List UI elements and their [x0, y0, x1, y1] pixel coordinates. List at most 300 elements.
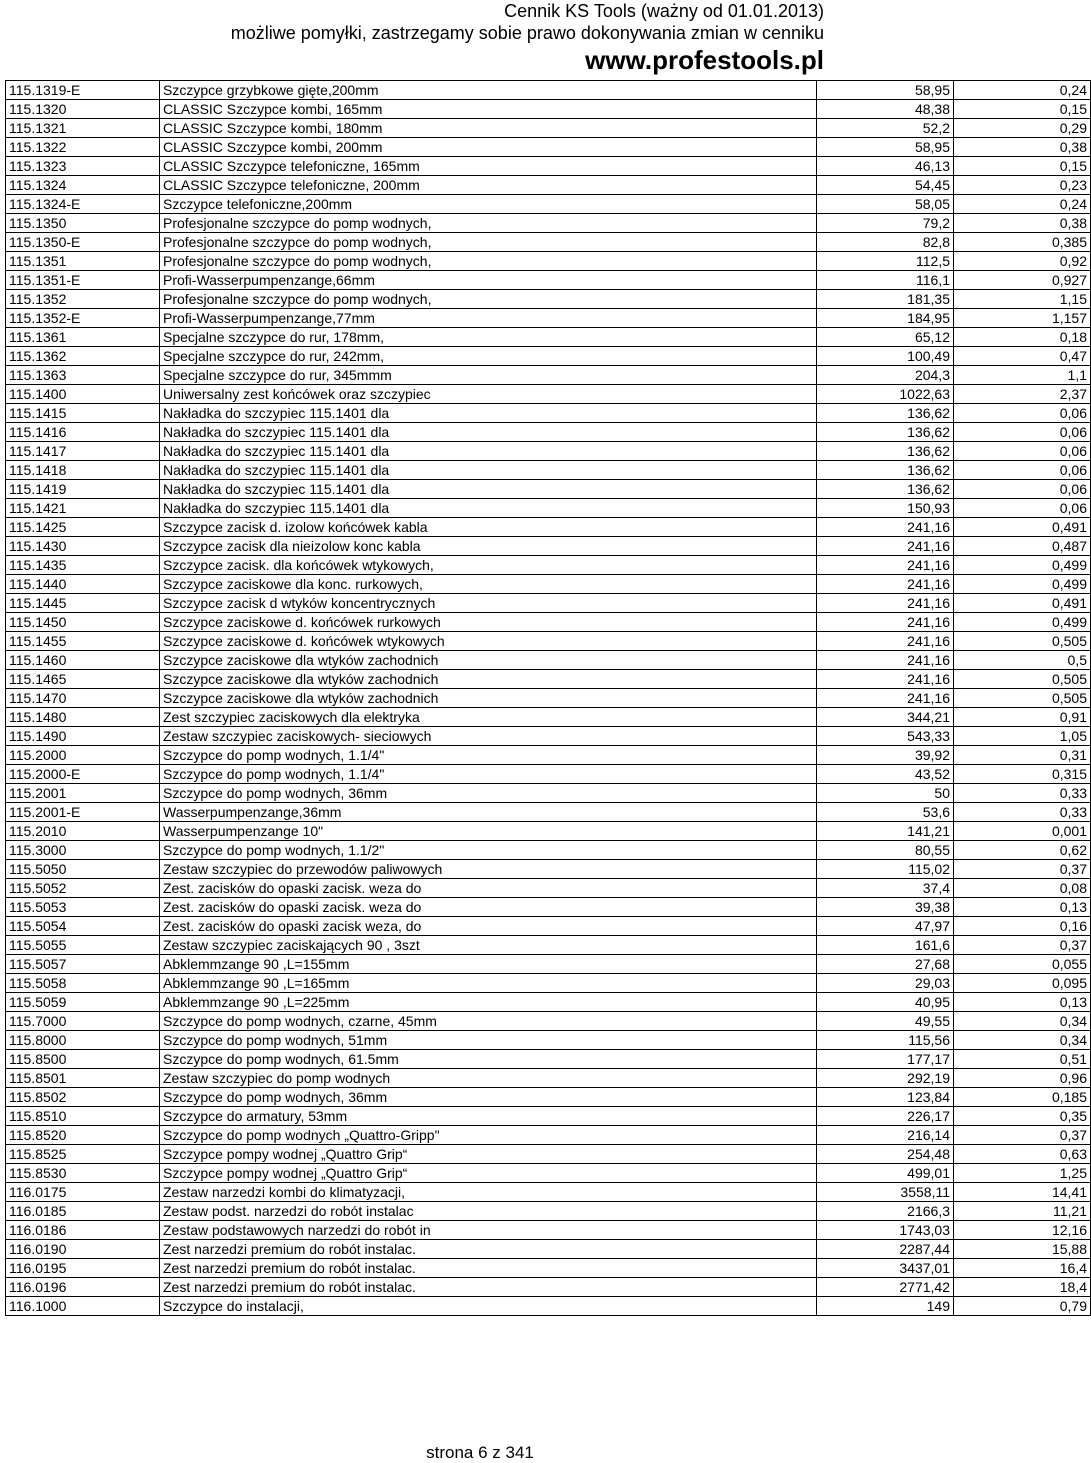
price-cell: 292,19: [817, 1069, 954, 1088]
price-cell: 27,68: [817, 955, 954, 974]
weight-cell: 1,1: [954, 366, 1091, 385]
table-row: [6, 328, 1091, 347]
product-description-cell: Zestaw narzedzi kombi do klimatyzacji,: [160, 1183, 817, 1202]
weight-cell: 0,5: [954, 651, 1091, 670]
weight-cell: 0,499: [954, 556, 1091, 575]
product-code-cell: 116.0190: [6, 1240, 160, 1259]
product-code-cell: 115.8502: [6, 1088, 160, 1107]
product-description-cell: CLASSIC Szczypce kombi, 165mm: [160, 100, 817, 119]
price-cell: 3558,11: [817, 1183, 954, 1202]
product-description-cell: Profesjonalne szczypce do pomp wodnych,: [160, 214, 817, 233]
price-cell: 241,16: [817, 556, 954, 575]
table-row: [6, 746, 1091, 765]
table-row: [6, 1164, 1091, 1183]
product-description-cell: Zestaw szczypiec do pomp wodnych: [160, 1069, 817, 1088]
weight-cell: 0,06: [954, 461, 1091, 480]
product-description-cell: Szczypce zacisk d wtyków koncentrycznych: [160, 594, 817, 613]
price-cell: 65,12: [817, 328, 954, 347]
table-row: [6, 309, 1091, 328]
product-description-cell: Szczypce zacisk dla nieizolow konc kabla: [160, 537, 817, 556]
price-cell: 254,48: [817, 1145, 954, 1164]
price-cell: 52,2: [817, 119, 954, 138]
table-row: [6, 404, 1091, 423]
table-row: [6, 518, 1091, 537]
price-cell: 2166,3: [817, 1202, 954, 1221]
product-code-cell: 115.1323: [6, 157, 160, 176]
weight-cell: 0,13: [954, 898, 1091, 917]
product-code-cell: 115.8000: [6, 1031, 160, 1050]
weight-cell: 0,06: [954, 442, 1091, 461]
weight-cell: 1,25: [954, 1164, 1091, 1183]
product-description-cell: CLASSIC Szczypce telefoniczne, 200mm: [160, 176, 817, 195]
price-cell: 47,97: [817, 917, 954, 936]
weight-cell: 0,38: [954, 214, 1091, 233]
weight-cell: 0,31: [954, 746, 1091, 765]
weight-cell: 0,35: [954, 1107, 1091, 1126]
price-cell: 39,38: [817, 898, 954, 917]
weight-cell: 0,16: [954, 917, 1091, 936]
weight-cell: 0,62: [954, 841, 1091, 860]
product-description-cell: Szczypce do instalacji,: [160, 1297, 817, 1316]
price-cell: 54,45: [817, 176, 954, 195]
product-description-cell: Zest. zacisków do opaski zacisk. weza do: [160, 898, 817, 917]
weight-cell: 12,16: [954, 1221, 1091, 1240]
product-description-cell: Szczypce do pomp wodnych, 1.1/4": [160, 746, 817, 765]
weight-cell: 0,06: [954, 480, 1091, 499]
product-description-cell: Nakładka do szczypiec 115.1401 dla: [160, 404, 817, 423]
price-cell: 3437,01: [817, 1259, 954, 1278]
product-description-cell: Szczypce do pomp wodnych, 61.5mm: [160, 1050, 817, 1069]
table-row: [6, 252, 1091, 271]
weight-cell: 0,63: [954, 1145, 1091, 1164]
table-row: [6, 632, 1091, 651]
weight-cell: 0,29: [954, 119, 1091, 138]
page-number: strona 6 z 341: [426, 1443, 534, 1462]
table-row: [6, 537, 1091, 556]
product-description-cell: Uniwersalny zest końcówek oraz szczypiec: [160, 385, 817, 404]
weight-cell: 0,33: [954, 784, 1091, 803]
product-description-cell: Profi-Wasserpumpenzange,77mm: [160, 309, 817, 328]
weight-cell: 0,499: [954, 575, 1091, 594]
price-cell: 82,8: [817, 233, 954, 252]
price-cell: 58,05: [817, 195, 954, 214]
product-description-cell: Profi-Wasserpumpenzange,66mm: [160, 271, 817, 290]
product-description-cell: CLASSIC Szczypce kombi, 180mm: [160, 119, 817, 138]
price-cell: 241,16: [817, 613, 954, 632]
price-cell: 1743,03: [817, 1221, 954, 1240]
product-description-cell: Profesjonalne szczypce do pomp wodnych,: [160, 290, 817, 309]
product-description-cell: Szczypce zacisk d. izolow końcówek kabla: [160, 518, 817, 537]
table-row: [6, 1012, 1091, 1031]
product-description-cell: Szczypce zaciskowe d. końcówek wtykowych: [160, 632, 817, 651]
product-code-cell: 115.1430: [6, 537, 160, 556]
price-cell: 136,62: [817, 423, 954, 442]
price-cell: 43,52: [817, 765, 954, 784]
table-row: [6, 290, 1091, 309]
price-cell: 112,5: [817, 252, 954, 271]
weight-cell: 0,37: [954, 936, 1091, 955]
product-code-cell: 115.5053: [6, 898, 160, 917]
product-code-cell: 115.1421: [6, 499, 160, 518]
product-code-cell: 115.1363: [6, 366, 160, 385]
table-row: [6, 1202, 1091, 1221]
product-code-cell: 115.2001: [6, 784, 160, 803]
weight-cell: 0,23: [954, 176, 1091, 195]
product-code-cell: 115.2000: [6, 746, 160, 765]
product-description-cell: Szczypce pompy wodnej „Quattro Grip“: [160, 1164, 817, 1183]
price-cell: 177,17: [817, 1050, 954, 1069]
product-description-cell: Szczypce zacisk. dla końcówek wtykowych,: [160, 556, 817, 575]
product-description-cell: Szczypce do pomp wodnych, 36mm: [160, 1088, 817, 1107]
product-code-cell: 115.1445: [6, 594, 160, 613]
price-cell: 53,6: [817, 803, 954, 822]
product-description-cell: Zestaw szczypiec do przewodów paliwowych: [160, 860, 817, 879]
table-row: [6, 1259, 1091, 1278]
price-cell: 116,1: [817, 271, 954, 290]
product-code-cell: 115.1460: [6, 651, 160, 670]
product-description-cell: CLASSIC Szczypce kombi, 200mm: [160, 138, 817, 157]
price-list-title: Cennik KS Tools (ważny od 01.01.2013): [504, 1, 824, 21]
weight-cell: 0,491: [954, 518, 1091, 537]
price-cell: 80,55: [817, 841, 954, 860]
table-row: [6, 1031, 1091, 1050]
product-description-cell: Specjalne szczypce do rur, 242mm,: [160, 347, 817, 366]
price-cell: 149: [817, 1297, 954, 1316]
weight-cell: 0,24: [954, 81, 1091, 100]
price-cell: 241,16: [817, 670, 954, 689]
weight-cell: 0,06: [954, 404, 1091, 423]
weight-cell: 0,095: [954, 974, 1091, 993]
weight-cell: 16,4: [954, 1259, 1091, 1278]
table-row: [6, 233, 1091, 252]
weight-cell: 1,157: [954, 309, 1091, 328]
product-code-cell: 115.1490: [6, 727, 160, 746]
product-description-cell: Wasserpumpenzange,36mm: [160, 803, 817, 822]
product-description-cell: Zestaw podstawowych narzedzi do robót in: [160, 1221, 817, 1240]
table-row: [6, 366, 1091, 385]
table-row: [6, 480, 1091, 499]
table-row: [6, 841, 1091, 860]
price-cell: 48,38: [817, 100, 954, 119]
price-cell: 181,35: [817, 290, 954, 309]
table-row: [6, 100, 1091, 119]
weight-cell: 0,505: [954, 632, 1091, 651]
weight-cell: 1,15: [954, 290, 1091, 309]
price-cell: 123,84: [817, 1088, 954, 1107]
product-description-cell: Abklemmzange 90 ,L=165mm: [160, 974, 817, 993]
product-description-cell: Zestaw szczypiec zaciskających 90 , 3szt: [160, 936, 817, 955]
product-code-cell: 115.8510: [6, 1107, 160, 1126]
disclaimer-text: możliwe pomyłki, zastrzegamy sobie prawo dokonywania zmian w cenniku: [230, 23, 824, 43]
product-code-cell: 115.8525: [6, 1145, 160, 1164]
product-code-cell: 115.8520: [6, 1126, 160, 1145]
weight-cell: 0,15: [954, 157, 1091, 176]
price-cell: 204,3: [817, 366, 954, 385]
weight-cell: 0,315: [954, 765, 1091, 784]
product-code-cell: 116.0175: [6, 1183, 160, 1202]
product-description-cell: Specjalne szczypce do rur, 178mm,: [160, 328, 817, 347]
product-code-cell: 115.5057: [6, 955, 160, 974]
price-cell: 37,4: [817, 879, 954, 898]
product-code-cell: 115.5058: [6, 974, 160, 993]
product-code-cell: 115.1450: [6, 613, 160, 632]
product-description-cell: Szczypce zaciskowe dla wtyków zachodnich: [160, 670, 817, 689]
product-code-cell: 115.1319-E: [6, 81, 160, 100]
product-code-cell: 115.1455: [6, 632, 160, 651]
product-code-cell: 115.1417: [6, 442, 160, 461]
website-link[interactable]: www.profestools.pl: [585, 45, 824, 75]
product-code-cell: 115.1361: [6, 328, 160, 347]
product-code-cell: 115.7000: [6, 1012, 160, 1031]
weight-cell: 0,13: [954, 993, 1091, 1012]
weight-cell: 0,18: [954, 328, 1091, 347]
product-description-cell: Szczypce do pomp wodnych „Quattro-Gripp": [160, 1126, 817, 1145]
product-code-cell: 115.5050: [6, 860, 160, 879]
table-row: [6, 803, 1091, 822]
product-code-cell: 115.1324: [6, 176, 160, 195]
weight-cell: 0,37: [954, 860, 1091, 879]
product-description-cell: Zest. zacisków do opaski zacisk. weza do: [160, 879, 817, 898]
table-row: [6, 556, 1091, 575]
table-row: [6, 860, 1091, 879]
table-row: [6, 917, 1091, 936]
page-header: [104, 0, 824, 76]
product-description-cell: Nakładka do szczypiec 115.1401 dla: [160, 423, 817, 442]
price-cell: 241,16: [817, 632, 954, 651]
table-row: [6, 651, 1091, 670]
price-cell: 40,95: [817, 993, 954, 1012]
price-cell: 29,03: [817, 974, 954, 993]
weight-cell: 0,47: [954, 347, 1091, 366]
weight-cell: 2,37: [954, 385, 1091, 404]
price-cell: 241,16: [817, 518, 954, 537]
table-row: [6, 1069, 1091, 1088]
table-row: [6, 176, 1091, 195]
table-row: [6, 955, 1091, 974]
product-code-cell: 115.2001-E: [6, 803, 160, 822]
price-cell: 115,02: [817, 860, 954, 879]
price-cell: 58,95: [817, 138, 954, 157]
table-row: [6, 1183, 1091, 1202]
product-code-cell: 115.5052: [6, 879, 160, 898]
price-cell: 344,21: [817, 708, 954, 727]
table-row: [6, 689, 1091, 708]
weight-cell: 0,491: [954, 594, 1091, 613]
price-cell: 49,55: [817, 1012, 954, 1031]
table-row: [6, 1278, 1091, 1297]
product-code-cell: 115.8501: [6, 1069, 160, 1088]
product-code-cell: 115.1415: [6, 404, 160, 423]
weight-cell: 0,38: [954, 138, 1091, 157]
product-description-cell: Zest narzedzi premium do robót instalac.: [160, 1240, 817, 1259]
weight-cell: 0,33: [954, 803, 1091, 822]
product-code-cell: 115.1425: [6, 518, 160, 537]
price-cell: 216,14: [817, 1126, 954, 1145]
product-code-cell: 115.1324-E: [6, 195, 160, 214]
product-code-cell: 115.1465: [6, 670, 160, 689]
weight-cell: 0,055: [954, 955, 1091, 974]
weight-cell: 0,34: [954, 1031, 1091, 1050]
product-code-cell: 116.1000: [6, 1297, 160, 1316]
product-description-cell: Szczypce zaciskowe dla wtyków zachodnich: [160, 651, 817, 670]
table-row: [6, 195, 1091, 214]
price-cell: 79,2: [817, 214, 954, 233]
price-cell: 499,01: [817, 1164, 954, 1183]
product-code-cell: 115.1352: [6, 290, 160, 309]
table-row: [6, 822, 1091, 841]
product-code-cell: 115.2010: [6, 822, 160, 841]
product-description-cell: Wasserpumpenzange 10": [160, 822, 817, 841]
weight-cell: 0,51: [954, 1050, 1091, 1069]
table-row: [6, 1297, 1091, 1316]
table-row: [6, 423, 1091, 442]
table-row: [6, 119, 1091, 138]
weight-cell: 0,185: [954, 1088, 1091, 1107]
product-code-cell: 115.8530: [6, 1164, 160, 1183]
product-description-cell: Szczypce zaciskowe dla konc. rurkowych,: [160, 575, 817, 594]
product-code-cell: 115.1418: [6, 461, 160, 480]
weight-cell: 0,001: [954, 822, 1091, 841]
weight-cell: 0,505: [954, 689, 1091, 708]
product-description-cell: Szczypce do pomp wodnych, 51mm: [160, 1031, 817, 1050]
product-description-cell: Zest narzedzi premium do robót instalac.: [160, 1278, 817, 1297]
product-code-cell: 115.1470: [6, 689, 160, 708]
price-cell: 136,62: [817, 442, 954, 461]
product-description-cell: Specjalne szczypce do rur, 345mmm: [160, 366, 817, 385]
price-cell: 241,16: [817, 537, 954, 556]
price-cell: 136,62: [817, 461, 954, 480]
product-code-cell: 115.5054: [6, 917, 160, 936]
weight-cell: 0,08: [954, 879, 1091, 898]
table-row: [6, 1145, 1091, 1164]
table-row: [6, 385, 1091, 404]
product-description-cell: Szczypce grzybkowe gięte,200mm: [160, 81, 817, 100]
product-code-cell: 115.5055: [6, 936, 160, 955]
product-code-cell: 115.1440: [6, 575, 160, 594]
product-code-cell: 115.1352-E: [6, 309, 160, 328]
table-row: [6, 879, 1091, 898]
product-code-cell: 116.0186: [6, 1221, 160, 1240]
price-cell: 39,92: [817, 746, 954, 765]
price-cell: 100,49: [817, 347, 954, 366]
price-cell: 2287,44: [817, 1240, 954, 1259]
product-code-cell: 115.1351: [6, 252, 160, 271]
product-description-cell: Szczypce telefoniczne,200mm: [160, 195, 817, 214]
price-cell: 226,17: [817, 1107, 954, 1126]
product-description-cell: Szczypce do pomp wodnych, 36mm: [160, 784, 817, 803]
table-row: [6, 81, 1091, 100]
table-row: [6, 1107, 1091, 1126]
table-row: [6, 898, 1091, 917]
product-code-cell: 115.1435: [6, 556, 160, 575]
product-code-cell: 115.1350: [6, 214, 160, 233]
table-row: [6, 575, 1091, 594]
product-description-cell: Nakładka do szczypiec 115.1401 dla: [160, 442, 817, 461]
table-row: [6, 214, 1091, 233]
table-row: [6, 442, 1091, 461]
price-cell: 2771,42: [817, 1278, 954, 1297]
product-description-cell: Zest szczypiec zaciskowych dla elektryka: [160, 708, 817, 727]
price-cell: 150,93: [817, 499, 954, 518]
weight-cell: 18,4: [954, 1278, 1091, 1297]
product-description-cell: Szczypce do pomp wodnych, 1.1/2": [160, 841, 817, 860]
table-row: [6, 1088, 1091, 1107]
product-description-cell: Abklemmzange 90 ,L=155mm: [160, 955, 817, 974]
product-code-cell: 115.1362: [6, 347, 160, 366]
weight-cell: 0,927: [954, 271, 1091, 290]
table-row: [6, 461, 1091, 480]
price-cell: 241,16: [817, 651, 954, 670]
price-cell: 136,62: [817, 480, 954, 499]
table-row: [6, 594, 1091, 613]
product-code-cell: 116.0196: [6, 1278, 160, 1297]
table-row: [6, 138, 1091, 157]
product-description-cell: Abklemmzange 90 ,L=225mm: [160, 993, 817, 1012]
table-row: [6, 784, 1091, 803]
table-row: [6, 765, 1091, 784]
weight-cell: 11,21: [954, 1202, 1091, 1221]
weight-cell: 0,385: [954, 233, 1091, 252]
product-code-cell: 115.1416: [6, 423, 160, 442]
product-code-cell: 115.1480: [6, 708, 160, 727]
product-description-cell: Profesjonalne szczypce do pomp wodnych,: [160, 252, 817, 271]
price-cell: 543,33: [817, 727, 954, 746]
table-row: [6, 271, 1091, 290]
table-row: [6, 157, 1091, 176]
price-cell: 241,16: [817, 594, 954, 613]
price-cell: 50: [817, 784, 954, 803]
product-code-cell: 115.2000-E: [6, 765, 160, 784]
product-description-cell: Szczypce pompy wodnej „Quattro Grip“: [160, 1145, 817, 1164]
weight-cell: 0,24: [954, 195, 1091, 214]
table-row: [6, 1221, 1091, 1240]
weight-cell: 0,91: [954, 708, 1091, 727]
product-description-cell: Zest narzedzi premium do robót instalac.: [160, 1259, 817, 1278]
product-code-cell: 116.0195: [6, 1259, 160, 1278]
weight-cell: 0,06: [954, 423, 1091, 442]
weight-cell: 0,79: [954, 1297, 1091, 1316]
product-description-cell: Szczypce do armatury, 53mm: [160, 1107, 817, 1126]
weight-cell: 0,499: [954, 613, 1091, 632]
product-description-cell: Szczypce do pomp wodnych, czarne, 45mm: [160, 1012, 817, 1031]
product-code-cell: 115.1350-E: [6, 233, 160, 252]
product-description-cell: Profesjonalne szczypce do pomp wodnych,: [160, 233, 817, 252]
product-code-cell: 115.1321: [6, 119, 160, 138]
price-cell: 141,21: [817, 822, 954, 841]
price-cell: 241,16: [817, 575, 954, 594]
price-cell: 58,95: [817, 81, 954, 100]
price-cell: 241,16: [817, 689, 954, 708]
weight-cell: 15,88: [954, 1240, 1091, 1259]
weight-cell: 0,34: [954, 1012, 1091, 1031]
table-row: [6, 613, 1091, 632]
weight-cell: 0,505: [954, 670, 1091, 689]
product-description-cell: Nakładka do szczypiec 115.1401 dla: [160, 461, 817, 480]
weight-cell: 0,487: [954, 537, 1091, 556]
product-description-cell: Nakładka do szczypiec 115.1401 dla: [160, 480, 817, 499]
price-cell: 161,6: [817, 936, 954, 955]
weight-cell: 1,05: [954, 727, 1091, 746]
product-code-cell: 116.0185: [6, 1202, 160, 1221]
product-description-cell: Zest. zacisków do opaski zacisk weza, do: [160, 917, 817, 936]
price-table-body: [6, 81, 1091, 1316]
weight-cell: 0,96: [954, 1069, 1091, 1088]
product-code-cell: 115.5059: [6, 993, 160, 1012]
product-code-cell: 115.1320: [6, 100, 160, 119]
product-description-cell: Szczypce zaciskowe d. końcówek rurkowych: [160, 613, 817, 632]
table-row: [6, 1240, 1091, 1259]
price-cell: 115,56: [817, 1031, 954, 1050]
